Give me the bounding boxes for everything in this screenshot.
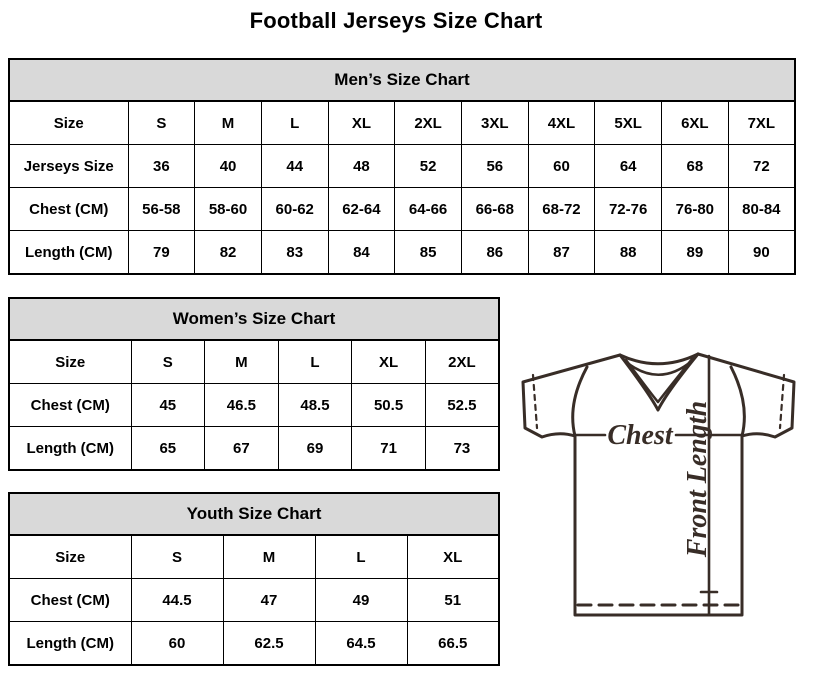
size-value-cell: 52.5: [425, 384, 499, 427]
size-value-cell: S: [128, 101, 195, 145]
table-title-row: [9, 493, 499, 535]
page-title: Football Jerseys Size Chart: [249, 8, 543, 33]
table-title-row: [9, 298, 499, 340]
size-value-cell: 87: [528, 231, 595, 275]
size-value-cell: 60: [528, 145, 595, 188]
size-value-cell: 90: [728, 231, 795, 275]
size-value-cell: 2XL: [395, 101, 462, 145]
size-value-cell: M: [205, 340, 279, 384]
row-header-cell: Chest (CM): [9, 188, 128, 231]
size-value-cell: XL: [407, 535, 499, 579]
chest-label: Chest: [607, 420, 673, 451]
size-value-cell: 89: [662, 231, 729, 275]
size-value-cell: 73: [425, 427, 499, 471]
size-value-cell: 58-60: [195, 188, 262, 231]
table-row: [9, 384, 499, 427]
collar-back-arc: [620, 354, 698, 364]
size-value-cell: 66.5: [407, 622, 499, 666]
size-value-cell: 88: [595, 231, 662, 275]
size-value-cell: 80-84: [728, 188, 795, 231]
womens-size-chart-table: [8, 297, 500, 471]
size-value-cell: 67: [205, 427, 279, 471]
size-value-cell: 2XL: [425, 340, 499, 384]
mens-size-chart-table: [8, 58, 796, 275]
size-value-cell: 86: [461, 231, 528, 275]
size-value-cell: 72-76: [595, 188, 662, 231]
size-value-cell: 51: [407, 579, 499, 622]
size-value-cell: 44.5: [131, 579, 223, 622]
size-value-cell: 85: [395, 231, 462, 275]
size-value-cell: 56: [461, 145, 528, 188]
size-value-cell: 5XL: [595, 101, 662, 145]
size-value-cell: L: [278, 340, 352, 384]
jersey-outline: [523, 354, 794, 615]
size-value-cell: 71: [352, 427, 426, 471]
size-value-cell: 45: [131, 384, 205, 427]
size-value-cell: 76-80: [662, 188, 729, 231]
table-row: [9, 188, 795, 231]
size-value-cell: M: [195, 101, 262, 145]
size-value-cell: 82: [195, 231, 262, 275]
size-value-cell: 66-68: [461, 188, 528, 231]
table-row: [9, 101, 795, 145]
size-value-cell: 4XL: [528, 101, 595, 145]
table-row: [9, 231, 795, 275]
size-value-cell: 50.5: [352, 384, 426, 427]
size-value-cell: 48.5: [278, 384, 352, 427]
row-header-cell: Size: [9, 101, 128, 145]
size-value-cell: 52: [395, 145, 462, 188]
size-value-cell: 3XL: [461, 101, 528, 145]
size-value-cell: L: [261, 101, 328, 145]
left-armhole-seam: [573, 367, 587, 436]
size-value-cell: 68: [662, 145, 729, 188]
size-value-cell: 44: [261, 145, 328, 188]
size-value-cell: L: [315, 535, 407, 579]
size-value-cell: 36: [128, 145, 195, 188]
size-value-cell: XL: [328, 101, 395, 145]
size-value-cell: 64: [595, 145, 662, 188]
table-row: [9, 622, 499, 666]
size-value-cell: 64-66: [395, 188, 462, 231]
table-row: [9, 579, 499, 622]
row-header-cell: Size: [9, 535, 131, 579]
jersey-measurement-diagram: [513, 348, 805, 628]
size-value-cell: 69: [278, 427, 352, 471]
row-header-cell: Length (CM): [9, 427, 131, 471]
table-row: [9, 145, 795, 188]
size-value-cell: 60-62: [261, 188, 328, 231]
left-cuff-dashed-line: [533, 375, 537, 428]
size-value-cell: 62.5: [223, 622, 315, 666]
size-value-cell: 79: [128, 231, 195, 275]
size-value-cell: 56-58: [128, 188, 195, 231]
row-header-cell: Length (CM): [9, 622, 131, 666]
right-armhole-seam: [731, 367, 744, 436]
size-value-cell: 6XL: [662, 101, 729, 145]
front-length-label: Front Length: [682, 400, 713, 558]
size-value-cell: 64.5: [315, 622, 407, 666]
size-value-cell: 65: [131, 427, 205, 471]
table-title-row: [9, 59, 795, 101]
size-value-cell: 48: [328, 145, 395, 188]
womens-table-title: Women’s Size Chart: [9, 298, 499, 340]
size-value-cell: 47: [223, 579, 315, 622]
size-value-cell: 84: [328, 231, 395, 275]
youth-size-chart-table: [8, 492, 500, 666]
size-value-cell: 83: [261, 231, 328, 275]
table-row: [9, 535, 499, 579]
size-value-cell: S: [131, 340, 205, 384]
size-value-cell: 7XL: [728, 101, 795, 145]
size-value-cell: 49: [315, 579, 407, 622]
row-header-cell: Length (CM): [9, 231, 128, 275]
size-value-cell: 60: [131, 622, 223, 666]
size-value-cell: XL: [352, 340, 426, 384]
row-header-cell: Chest (CM): [9, 579, 131, 622]
size-value-cell: 72: [728, 145, 795, 188]
size-value-cell: 40: [195, 145, 262, 188]
vneck-inner-line: [626, 359, 692, 402]
table-row: [9, 340, 499, 384]
row-header-cell: Jerseys Size: [9, 145, 128, 188]
right-cuff-dashed-line: [780, 375, 784, 428]
size-value-cell: M: [223, 535, 315, 579]
size-value-cell: S: [131, 535, 223, 579]
youth-table-title: Youth Size Chart: [9, 493, 499, 535]
table-row: [9, 427, 499, 471]
row-header-cell: Size: [9, 340, 131, 384]
size-value-cell: 68-72: [528, 188, 595, 231]
mens-table-title: Men’s Size Chart: [9, 59, 795, 101]
row-header-cell: Chest (CM): [9, 384, 131, 427]
size-value-cell: 62-64: [328, 188, 395, 231]
size-value-cell: 46.5: [205, 384, 279, 427]
